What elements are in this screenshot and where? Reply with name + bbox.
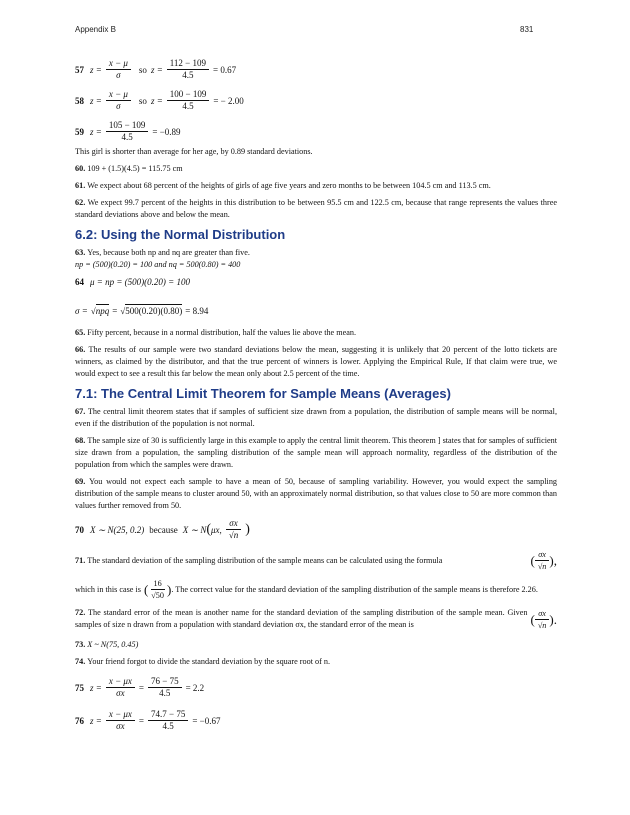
fraction: [148, 709, 188, 732]
radicand: npq: [95, 306, 110, 316]
answer-number: 68: [75, 436, 84, 445]
equation-text: z =: [150, 64, 163, 75]
answer-number: 66: [75, 345, 84, 354]
denominator: √n: [228, 530, 239, 540]
equation-text: =: [138, 682, 144, 693]
numerator: x − μx: [106, 709, 135, 721]
denominator: √50: [151, 591, 164, 600]
answer-number: 59: [75, 126, 84, 137]
equation-text: =: [138, 715, 144, 726]
fraction: [226, 518, 241, 541]
equation-text: z =: [90, 126, 102, 137]
sigma-equation: σ = √ npq = √ 500(0.20)(0.80) = 8.94: [75, 305, 209, 316]
fraction: [535, 608, 550, 631]
answer-number: 76: [75, 715, 84, 726]
fraction: [106, 58, 131, 81]
answer-75: [75, 676, 557, 699]
answer-number: 57: [75, 64, 84, 75]
fraction: [148, 578, 167, 601]
numerator: x − μ: [106, 89, 131, 101]
fraction: [106, 709, 135, 732]
answer-63-equation: np = (500)(0.20) = 100 and nq = 500(0.80) = 400: [75, 260, 241, 269]
answer-number: 62: [75, 198, 84, 207]
answer-number: 69: [75, 477, 84, 486]
numerator: x − μx: [106, 676, 135, 688]
answer-number: 70: [75, 524, 84, 535]
radicand: 500(0.20)(0.80): [125, 306, 183, 316]
answer-68: 68. The sample size of 30 is sufficiently large in this example to apply the central limit theorem. This theorem ] states that for samples of sufficient size drawn from a population, the sampling distribution of the sample mean will approach normality, regardless of the distribution of the population from which the samples were drawn.: [75, 436, 557, 469]
equation-text: z =: [150, 95, 163, 106]
equation-result: = 0.67: [213, 64, 237, 75]
answer-70: 70 X ∼ N(25, 0.2) because X ∼ N ( μx, $\frac{\sigma x}{√n}$ ): [75, 518, 250, 540]
fraction: [106, 120, 149, 143]
answer-66: 66. The results of our sample were two standard deviations below the mean, suggesting it is unlikely that 20 percent of the lotto tickets are winners, as claimed by the distributor, and that the true percent of winners is lower. Applying the Empirical Rule, If that claim were true, we would expect to see a result this far below the mean only about 2.5 percent of the time.: [75, 345, 558, 378]
answer-number: 60: [75, 164, 84, 173]
answer-number: 65: [75, 328, 84, 337]
page-number: 831: [520, 25, 534, 34]
answer-text: Your friend forgot to divide the standard deviation by the square root of n.: [87, 657, 331, 666]
fraction: [106, 89, 131, 112]
answer-58: [75, 89, 557, 112]
equation-result: = 8.94: [185, 305, 209, 316]
answer-text: Fifty percent, because in a normal distribution, half the values lie above the mean.: [87, 328, 357, 337]
answer-67: 67. The central limit theorem states that if samples of sufficient size drawn from a population, the distribution of sample means will be normal, even if the distribution of the population is not normal.: [75, 407, 557, 428]
answer-76: [75, 709, 557, 732]
answer-73: 73. X ~ N(75, 0.45): [75, 640, 139, 649]
running-header: Appendix B: [75, 25, 116, 34]
numerator: 16: [151, 578, 165, 590]
equation-text: z =: [90, 715, 102, 726]
answer-text: We expect 99.7 percent of the heights in this distribution to be between 95.5 cm and 122.5 cm, because that range represents the values three standard deviations above and below the mean.: [75, 198, 557, 219]
equation-result: = 2.2: [185, 682, 205, 693]
equation-result: = −0.67: [192, 715, 221, 726]
numerator: 74.7 − 75: [148, 709, 188, 721]
denominator: 4.5: [159, 688, 171, 698]
equation-text: z =: [90, 64, 102, 75]
answer-number: 73: [75, 640, 84, 649]
denominator: σx: [116, 721, 125, 731]
answer-number: 75: [75, 682, 84, 693]
answer-number: 58: [75, 95, 84, 106]
denominator: √n: [537, 621, 547, 630]
equation-text: σ =: [75, 305, 88, 316]
answer-text: We expect about 68 percent of the heights of girls of age five years and zero months to be between 104.5 cm and 113.5 cm.: [87, 181, 491, 190]
answer-64: [75, 276, 557, 288]
numerator: σx: [535, 608, 549, 620]
answer-text: The sample size of 30 is sufficiently large in this example to apply the central limit theorem. This theorem ] states that for samples of sufficient size drawn from a population, the sampling distribution of the sample mean will approach normality, regardless of the distribution of the population from which the samples were drawn.: [75, 436, 557, 469]
fraction: [535, 549, 550, 572]
answer-number: 67: [75, 407, 84, 416]
answer-65: 65. Fifty percent, because in a normal distribution, half the values lie above the mean.: [75, 328, 357, 337]
denominator: √n: [537, 562, 547, 571]
equation-text: μ = np = (500)(0.20) = 100: [90, 277, 190, 287]
answer-number: 72: [75, 608, 84, 617]
answer-text: X ~ N(75, 0.45): [87, 640, 139, 649]
equation-result: = −0.89: [152, 126, 181, 137]
answer-61: 61. We expect about 68 percent of the heights of girls of age five years and zero months to be between 104.5 cm and 113.5 cm.: [75, 181, 491, 190]
numerator: 100 − 109: [167, 89, 210, 101]
equation-text: =: [112, 305, 118, 316]
equation-text: z =: [90, 95, 102, 106]
answer-text: You would not expect each sample to have a mean of 50, because of sampling variability. However, you would expect the sampling distribution of the sample means to cluster around 50, with an approximately normal distribution, so that values close to 50 are more common than values further removed from 50.: [75, 477, 558, 510]
denominator: 4.5: [121, 132, 133, 142]
answer-text: The standard error of the mean is another name for the standard deviation of the sampling distribution of the sample mean. Given samples of size n drawn from a population with standard deviation σx, the standard error of the mean is: [75, 608, 528, 629]
answer-57: [75, 58, 557, 81]
answer-72: 72. The standard error of the mean is another name for the standard deviation of the sampling distribution of the sample mean. Given samples of size n drawn from a population with standard deviation σx, the standard error of the mean is ( $\frac{\sigma x}{√n}$ ).: [75, 608, 557, 630]
fraction: [167, 58, 209, 81]
answer-text: The results of our sample were two standard deviations below the mean, suggesting it is unlikely that 20 percent of the lotto tickets are winners, as claimed by the distributor, and that the true percent of winners is lower. Applying the Empirical Rule, If that claim were true, we would expect to see a result this far below the mean only about 2.5 percent of the time.: [75, 345, 558, 378]
fraction: [148, 676, 182, 699]
equation-result: = − 2.00: [213, 95, 244, 106]
answer-number: 64: [75, 277, 84, 287]
numerator: 105 − 109: [106, 120, 149, 132]
answer-number: 61: [75, 181, 84, 190]
answer-63: 63. Yes, because both np and nq are greater than five.: [75, 248, 250, 257]
section-heading-6-2: 6.2: Using the Normal Distribution: [75, 227, 286, 242]
section-heading-7-1: 7.1: The Central Limit Theorem for Sample Means (Averages): [75, 386, 451, 401]
answer-number: 63: [75, 248, 84, 257]
denominator: σ: [116, 101, 121, 111]
denominator: σ: [116, 70, 121, 80]
page-content: [75, 55, 557, 732]
answer-text: which in this case is: [75, 584, 141, 594]
denominator: 4.5: [182, 101, 194, 111]
numerator: σx: [535, 549, 549, 561]
answer-59-text: This girl is shorter than average for her age, by 0.89 standard deviations.: [75, 147, 313, 156]
answer-71: 71. The standard deviation of the sampling distribution of the sample means can be calculated using the formula ( $\frac{\sigma x}{√n}$ ), which in this case is ( $\frac{16}{√50}$ ) . The correct value for the standard deviation of the sampling distribution of the sample means is therefore 2.26.: [75, 550, 557, 600]
equation-text: X ∼ N: [182, 524, 207, 535]
equation-text: μx,: [211, 524, 222, 535]
answer-60: 60. 109 + (1.5)(4.5) = 115.75 cm: [75, 164, 183, 173]
numerator: x − μ: [106, 58, 131, 70]
answer-59: [75, 120, 557, 143]
answer-text: Yes, because both np and nq are greater than five.: [87, 248, 250, 257]
answer-text: . The correct value for the standard deviation of the sampling distribution of the sample means is therefore 2.26.: [171, 584, 538, 594]
fraction: [167, 89, 210, 112]
numerator: σx: [226, 518, 240, 530]
fraction: [106, 676, 135, 699]
answer-74: 74. Your friend forgot to divide the standard deviation by the square root of n.: [75, 657, 331, 666]
answer-number: 74: [75, 657, 84, 666]
answer-69: 69. You would not expect each sample to have a mean of 50, because of sampling variability. However, you would expect the sampling distribution of the sample means to cluster around 50, with an approximately normal distribution, so that values close to 50 are more common than values further removed from 50.: [75, 477, 558, 510]
denominator: 4.5: [182, 70, 194, 80]
numerator: 76 − 75: [148, 676, 182, 688]
equation-text: so: [138, 64, 147, 75]
answer-text: The standard deviation of the sampling distribution of the sample means can be calculated using the formula: [87, 555, 443, 565]
answer-text: The central limit theorem states that if samples of sufficient size drawn from a population, the distribution of sample means will be normal, even if the distribution of the population is not normal.: [75, 407, 557, 428]
numerator: 112 − 109: [167, 58, 209, 70]
answer-62: 62. We expect 99.7 percent of the heights in this distribution to be between 95.5 cm and 122.5 cm, because that range represents the values three standard deviations above and below the mean.: [75, 198, 557, 219]
equation-text: X ∼ N(25, 0.2): [90, 524, 145, 535]
answer-number: 71: [75, 555, 84, 565]
equation-text: z =: [90, 682, 102, 693]
answer-text: 109 + (1.5)(4.5) = 115.75 cm: [87, 164, 183, 173]
equation-text: because: [149, 524, 178, 535]
equation-text: so: [138, 95, 147, 106]
denominator: 4.5: [162, 721, 174, 731]
denominator: σx: [116, 688, 125, 698]
